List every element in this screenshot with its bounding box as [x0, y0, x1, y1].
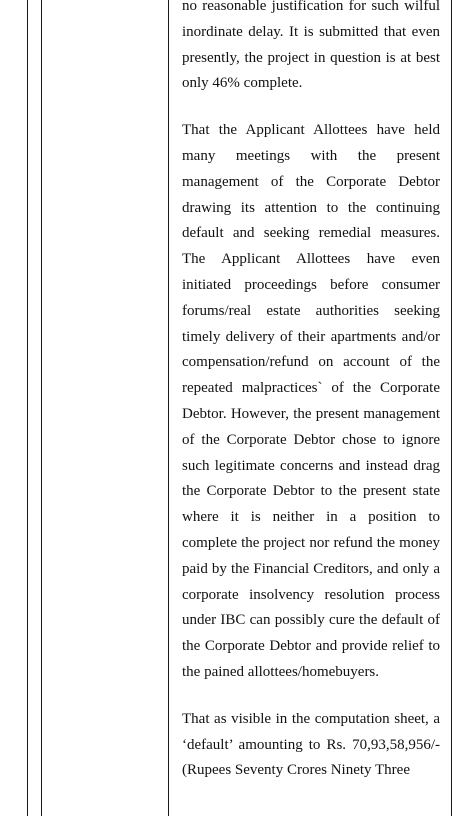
paragraph-delay-justification: no reasonable justification for such wilful inordinate delay. It is submitted that even presently, the project in question is at best only 46% complete.: [182, 0, 440, 92]
left-border-line: [27, 0, 28, 816]
particulars-column-divider: [168, 0, 169, 816]
paragraph-allottee-meetings: That the Applicant Allottees have held many meetings with the present management of the Corporate Debtor drawing its attention to the continuing default and seeking remedial measures. The Applicant Allottees have even initiated proceedings before consumer forums/real estate authorities seeking timely delivery of their apartments and/or compensation/refund on account of the repeated malpractices` of the Corporate Debtor. However, the present management of the Corporate Debtor chose to ignore such legitimate concerns and instead drag the Corporate Debtor to the present state where it is neither in a position to complete the project nor refund the money paid by the Financial Creditors, and only a corporate insolvency resolution process under IBC can possibly cure the default of the Corporate Debtor and provide relief to the pained allottees/homebuyers.: [182, 122, 440, 680]
document-body: [182, 0, 440, 784]
paragraph-default-amount: That as visible in the computation sheet, a ‘default’ amounting to Rs. 70,93,58,956/- (Rupees Seventy Crores Ninety Three: [182, 710, 440, 779]
right-border-line: [451, 0, 452, 816]
serial-column-divider: [41, 0, 42, 816]
